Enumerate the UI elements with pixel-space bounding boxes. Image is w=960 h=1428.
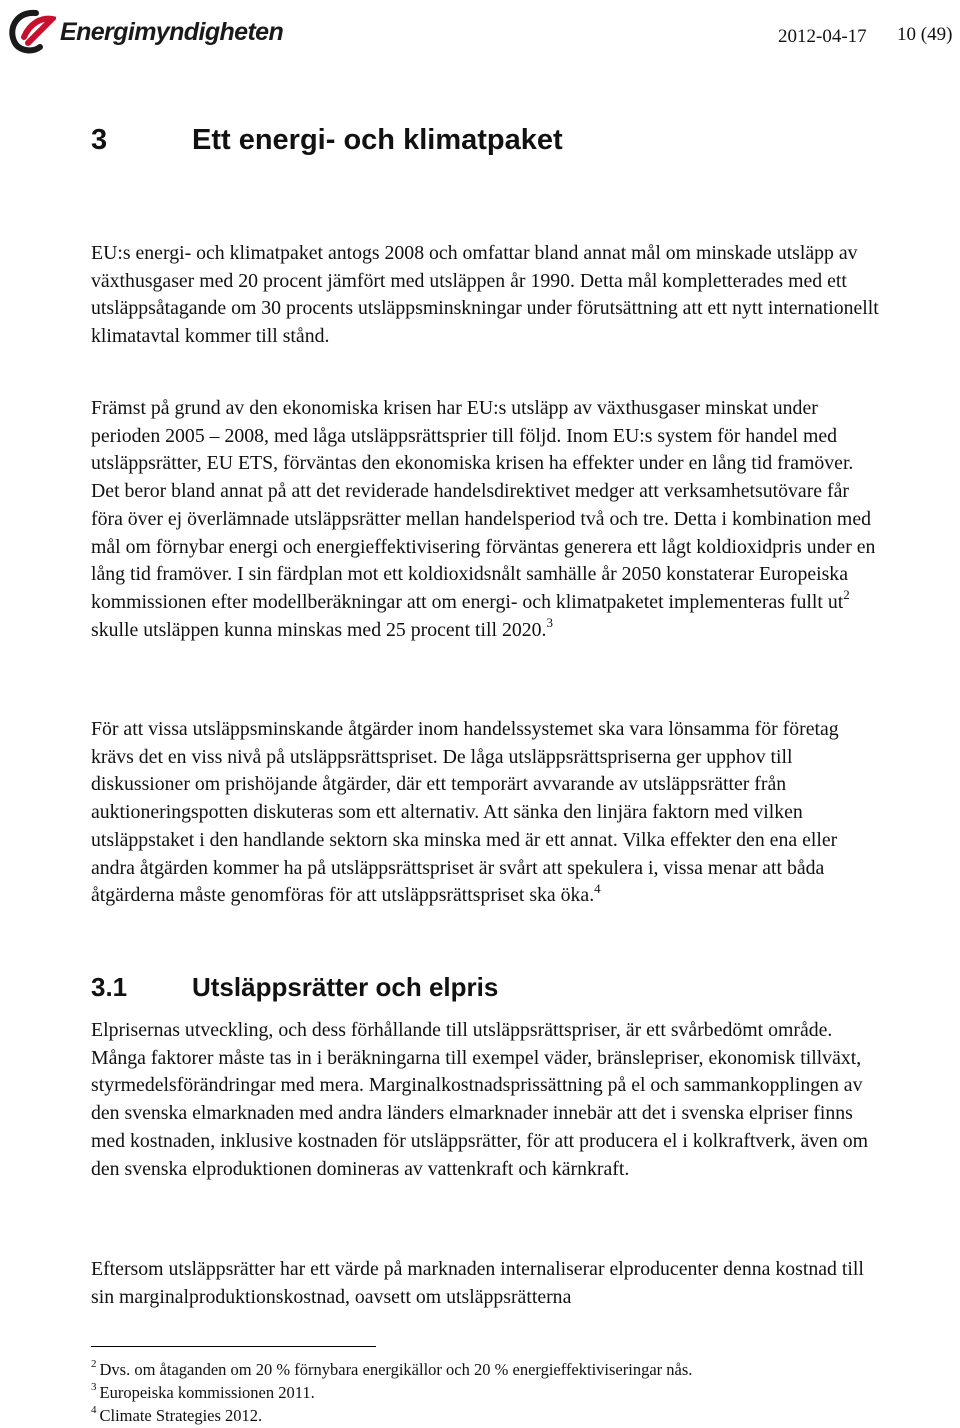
paragraph-1: EU:s energi- och klimatpaket antogs 2008 och omfattar bland annat mål om minskade utsläpp av växthusgaser med 20 procent jämfört med utsläppen år 1990. Detta mål kompletterades med ett utsläppsåtagande om 30 procents utsläppsminskningar under förutsättning att ett nytt internationellt klimatavtal kommer till stånd. [91, 242, 879, 348]
section-number: 3 [91, 124, 108, 156]
footnote-3 [91, 1380, 315, 1403]
footnote-text: Dvs. om åtaganden om 20 % förnybara energikällor och 20 % energieffektiviseringar nås. [99, 1360, 693, 1379]
paragraph-4: Elprisernas utveckling, och dess förhållande till utsläppsrättspriser, är ett svårbedömt område. Många faktorer måste tas in i beräkningarna till exempel väder, bränslepriser, ekonomisk tillväxt, styrmedelsförändringar med mera. Marginalkostnadsprissättning på el och sammankopplingen av den svenska elmarknaden med andra länders elmarknader innebär att det i svenska elpriser finns med kostnaden, inklusive kostnaden för utsläppsrätter, för att producera el i kolkraftverk, även om den svenska elproduktionen domineras av vattenkraft och kärnkraft. [91, 1019, 869, 1180]
footnote-ref-2[interactable]: 2 [843, 587, 850, 603]
paragraph-2-text-a: Främst på grund av den ekonomiska krisen har EU:s utsläpp av växthusgaser minskat under perioden 2005 – 2008, med låga utsläppsrättsprier till följd. Inom EU:s system för handel med utsläppsrätter, EU ETS, förväntas den ekonomiska krisen ha effekter under en lång tid framöver. Det beror bland annat på att det reviderade handelsdirektivet medger att verksamhetsutövare får föra över ej överlämnade utsläppsrätter mellan handelsperiod två och tre. Detta i kombination med mål om förnybar energi och energieffektivisering förväntas generera ett lågt koldioxidpris under en lång tid framöver. I sin färdplan mot ett koldioxidsnålt samhälle år 2050 konstaterar Europeiska kommissionen efter modellberäkningar att om energi- och klimatpaketet implementeras fullt ut [91, 397, 876, 613]
paragraph-3-text: För att vissa utsläppsminskande åtgärder inom handelssystemet ska vara lönsamma för företag krävs det en viss nivå på utsläppsrättspriset. De låga utsläppsrättspriserna ger upphov till diskussioner om prishöjande åtgärder, där ett temporärt avvarande av utsläppsrätter från auktioneringspotten diskuteras som ett alternativ. Att sänka den linjära faktorn med vilken utsläppstaket i den handlande sektorn ska minska med är ett annat. Vilka effekter den ena eller andra åtgärden kommer ha på utsläppsrättspriset är svårt att spekulera i, vissa menar att båda åtgärderna måste genomföras för att utsläppsrättspriset ska öka. [91, 718, 839, 907]
footnote-text: Europeiska kommissionen 2011. [99, 1383, 315, 1402]
logo-text: Energimyndigheten [60, 17, 284, 46]
header-date: 2012-04-17 [778, 26, 867, 47]
subsection-heading [91, 972, 498, 1003]
logo-swirl-icon [6, 7, 56, 57]
agency-logo [6, 6, 283, 58]
footnote-2 [91, 1357, 693, 1380]
footnote-ref-3[interactable]: 3 [546, 615, 553, 631]
header-page-number: 10 (49) [897, 24, 953, 45]
paragraph-2 [91, 395, 881, 644]
footnote-4 [91, 1403, 263, 1426]
section-heading [91, 124, 563, 157]
subsection-title: Utsläppsrätter och elpris [192, 972, 499, 1002]
paragraph-5: Eftersom utsläppsrätter har ett värde på marknaden internaliserar elproducenter denna kostnad till sin marginalproduktionskostnad, oavsett om utsläppsrätterna [91, 1258, 864, 1308]
footnote-divider [91, 1346, 376, 1347]
footnote-text: Climate Strategies 2012. [99, 1406, 263, 1425]
paragraph-2-text-b: skulle utsläppen kunna minskas med 25 procent till 2020. [91, 618, 547, 641]
subsection-number: 3.1 [91, 972, 128, 1002]
footnote-ref-4[interactable]: 4 [594, 880, 601, 896]
footnote-number: 2 [91, 1357, 97, 1370]
section-title: Ett energi- och klimatpaket [192, 124, 563, 156]
footnote-number: 3 [91, 1380, 97, 1393]
paragraph-3 [91, 716, 881, 910]
footnote-number: 4 [91, 1403, 97, 1416]
